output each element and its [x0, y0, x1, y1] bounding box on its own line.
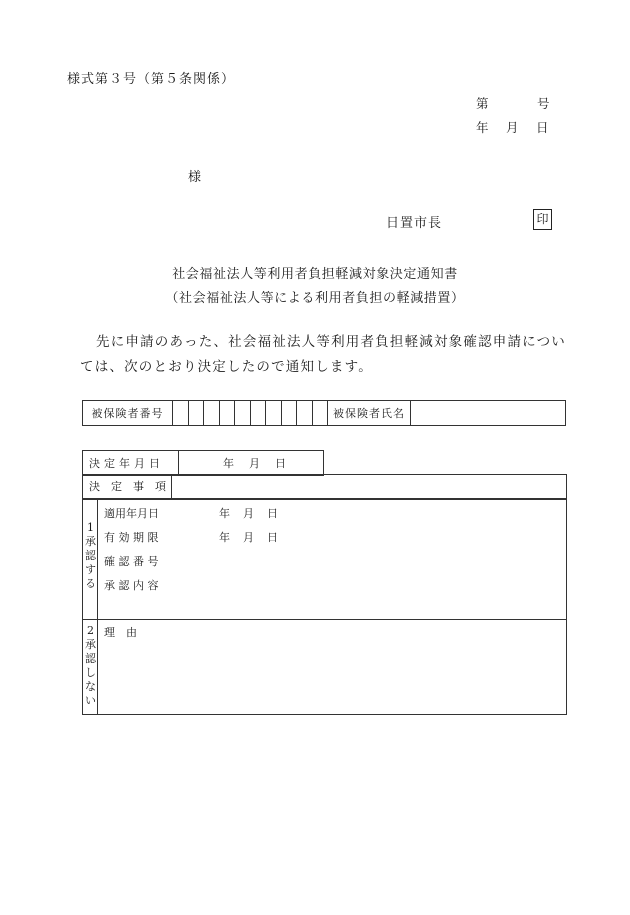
insured-number-digit[interactable] [219, 401, 235, 426]
decision-items-label [83, 475, 172, 499]
deny-section [82, 618, 567, 715]
valid-until-month: 月 [243, 531, 254, 544]
insured-number-label: 被保険者番号 [83, 401, 173, 426]
valid-until-field[interactable] [219, 529, 278, 545]
reason-label: 理 由 [104, 626, 137, 639]
insured-number-digit[interactable] [188, 401, 204, 426]
apply-date-field[interactable] [219, 505, 278, 521]
issue-date [476, 118, 549, 136]
valid-until-year: 年 [219, 531, 230, 544]
approve-section [82, 498, 567, 620]
decision-items-char: 定 [111, 480, 122, 493]
issue-date-day: 日 [536, 120, 549, 135]
decision-date-month: 月 [249, 457, 260, 470]
decision-items-char: 事 [133, 480, 144, 493]
insured-number-digit[interactable] [204, 401, 220, 426]
insured-name-field[interactable] [411, 401, 566, 426]
decision-date-field[interactable] [179, 451, 324, 476]
decision-date-label: 決定年月日 [83, 451, 179, 476]
apply-date-label: 適用年月日 [104, 507, 159, 520]
insured-name-label: 被保険者氏名 [328, 401, 411, 426]
insured-number-digit[interactable] [173, 401, 189, 426]
decision-date-day: 日 [275, 457, 286, 470]
deny-side-column [83, 618, 98, 714]
decision-items-char: 決 [89, 480, 100, 493]
apply-date-year: 年 [219, 507, 230, 520]
issue-date-year: 年 [476, 120, 489, 135]
insured-number-digit[interactable] [312, 401, 328, 426]
approve-side-column [83, 499, 98, 619]
confirmation-number-label: 確 認 番 号 [104, 555, 159, 568]
insured-number-digit[interactable] [281, 401, 297, 426]
doc-no-gou: 号 [537, 96, 550, 111]
form-number: 様式第３号（第５条関係） [67, 72, 236, 87]
insured-number-digit[interactable] [297, 401, 313, 426]
document-subtitle: （社会福祉法人等による利用者負担の軽減措置） [165, 291, 465, 306]
insured-table [82, 400, 566, 426]
issuer: 日置市長 [386, 216, 443, 231]
valid-until-day: 日 [267, 531, 278, 544]
seal-mark: 印 [533, 209, 552, 230]
decision-date-table [82, 450, 324, 476]
document-number [476, 94, 550, 112]
decision-date-year: 年 [223, 457, 234, 470]
decision-items-row [82, 474, 567, 500]
apply-date-day: 日 [267, 507, 278, 520]
approve-side-label: 1承認する [85, 521, 96, 590]
notice-body: 先に申請のあった、社会福祉法人等利用者負担軽減対象確認申請については、次のとおり決定したので通知します。 [80, 334, 566, 375]
insured-number-digit[interactable] [235, 401, 251, 426]
decision-items-char: 項 [155, 480, 166, 493]
insured-number-digit[interactable] [266, 401, 282, 426]
addressee-suffix: 様 [188, 170, 202, 185]
document-title: 社会福祉法人等利用者負担軽減対象決定通知書 [172, 267, 458, 282]
valid-until-label: 有 効 期 限 [104, 531, 159, 544]
approval-details-label: 承 認 内 容 [104, 579, 159, 592]
doc-no-dai: 第 [476, 96, 489, 111]
issue-date-month: 月 [506, 120, 519, 135]
insured-number-digit[interactable] [250, 401, 266, 426]
deny-side-label: 2承認しない [85, 624, 96, 707]
apply-date-month: 月 [243, 507, 254, 520]
